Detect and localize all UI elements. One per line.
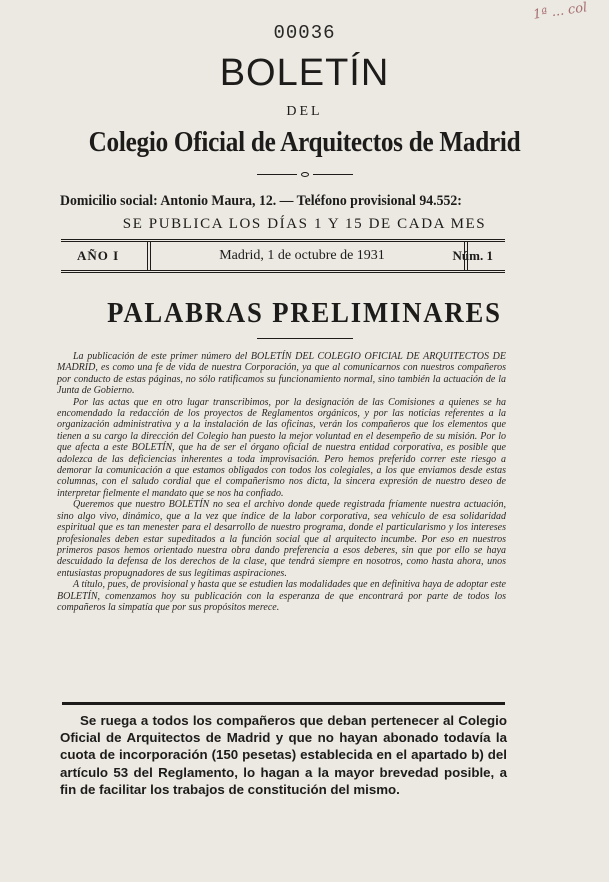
issue-number: Núm. 1	[452, 248, 493, 263]
issue-year: AÑO I	[77, 248, 120, 263]
bulletin-del: DEL	[286, 104, 323, 119]
bulletin-title: BOLETÍN	[219, 52, 390, 94]
article-paragraph: Queremos que nuestro BOLETÍN no sea el archivo donde quede registrada fríamente nuestra actuación, sino algo vivo, dinámico, que a la vez que índice de la labor corporativa, sea vehículo de esa solidaridad espiritual que es tan menester para el desarrollo de nuestro programa, donde el particularismo y los intereses profesionales deben estar supeditados a la función social que al arquitecto incumbe. Por eso en nuestros primeros pasos hemos orientado nuestra obra dando preferencia a esos deberes, sin que por ello se haya descuidado la defensa de los derechos de la clase, que tendrá siempre en nosotros, como hasta ahora, unos entusiastas propugnadores de sus legítimas aspiraciones.	[57, 499, 506, 579]
article-paragraph: La publicación de este primer número del BOLETÍN DEL COLEGIO OFICIAL DE ARQUITECTOS DE MADRID, es como una fe de vida de nuestra Corporación, ya que al comunicarnos con nuestros compañeros por conducto de estas páginas, no sólo ratificamos su funcionamiento normal, sino también la actuación de la Junta de Gobierno.	[57, 351, 506, 397]
serial-number: 00036	[273, 22, 336, 44]
issue-info-bar	[61, 239, 505, 273]
article-body	[57, 351, 506, 613]
info-bar-separator	[147, 242, 151, 270]
organization-name: Colegio Oficial de Arquitectos de Madrid	[88, 127, 521, 158]
address-line: Domicilio social: Antonio Maura, 12. — Teléfono provisional 94.552:	[60, 193, 462, 209]
ornament-divider	[257, 172, 353, 178]
article-heading: PALABRAS PRELIMINARES	[107, 297, 502, 329]
notice-rule	[62, 702, 505, 705]
heading-rule	[257, 338, 353, 339]
publication-schedule: SE PUBLICA LOS DÍAS 1 Y 15 DE CADA MES	[122, 216, 487, 232]
membership-notice: Se ruega a todos los compañeros que deban pertenecer al Colegio Oficial de Arquitectos de Madrid y que no hayan abonado todavía la cuota de incorporación (150 pesetas) establecida en el apartado b) del artículo 53 del Reglamento, lo hagan a la mayor brevedad posible, a fin de facilitar los trabajos de constitución del mismo.	[60, 713, 507, 797]
article-paragraph: Por las actas que en otro lugar transcribimos, por la designación de las Comisiones a quienes se ha encomendado la redacción de los proyectos de Reglamentos orgánicos, y por las noticias referentes a la organización administrativa y a la instalación de las oficinas, verán los compañeros que los elementos que tienen a su cargo la dirección del Colegio han puesto la mejor voluntad en el desempeño de su misión. Por lo que afecta a este BOLETÍN, que ha de ser el órgano oficial de nuestra entidad corporativa, es posible que adolezca de las deficiencias inherentes a toda improvisación. Pero hemos preferido correr este riesgo a demorar la comunicación a que estamos obligados con todos los colegiales, a los que enviamos desde estas columnas, con el saludo cordial que el compañerismo nos dicta, la sincera expresión de nuestro deseo de interpretar fielmente el mandato que se nos ha confiado.	[57, 396, 506, 499]
handwritten-note: 1ª ... col	[531, 0, 588, 23]
issue-date: Madrid, 1 de octubre de 1931	[219, 248, 385, 263]
article-paragraph: A título, pues, de provisional y hasta que se estudien las modalidades que en definitiva haya de adoptar este BOLETÍN, comenzamos hoy su publicación con la esperanza de que encontrará por parte de todos los compañeros la simpatía que por sus propósitos merece.	[57, 579, 506, 613]
